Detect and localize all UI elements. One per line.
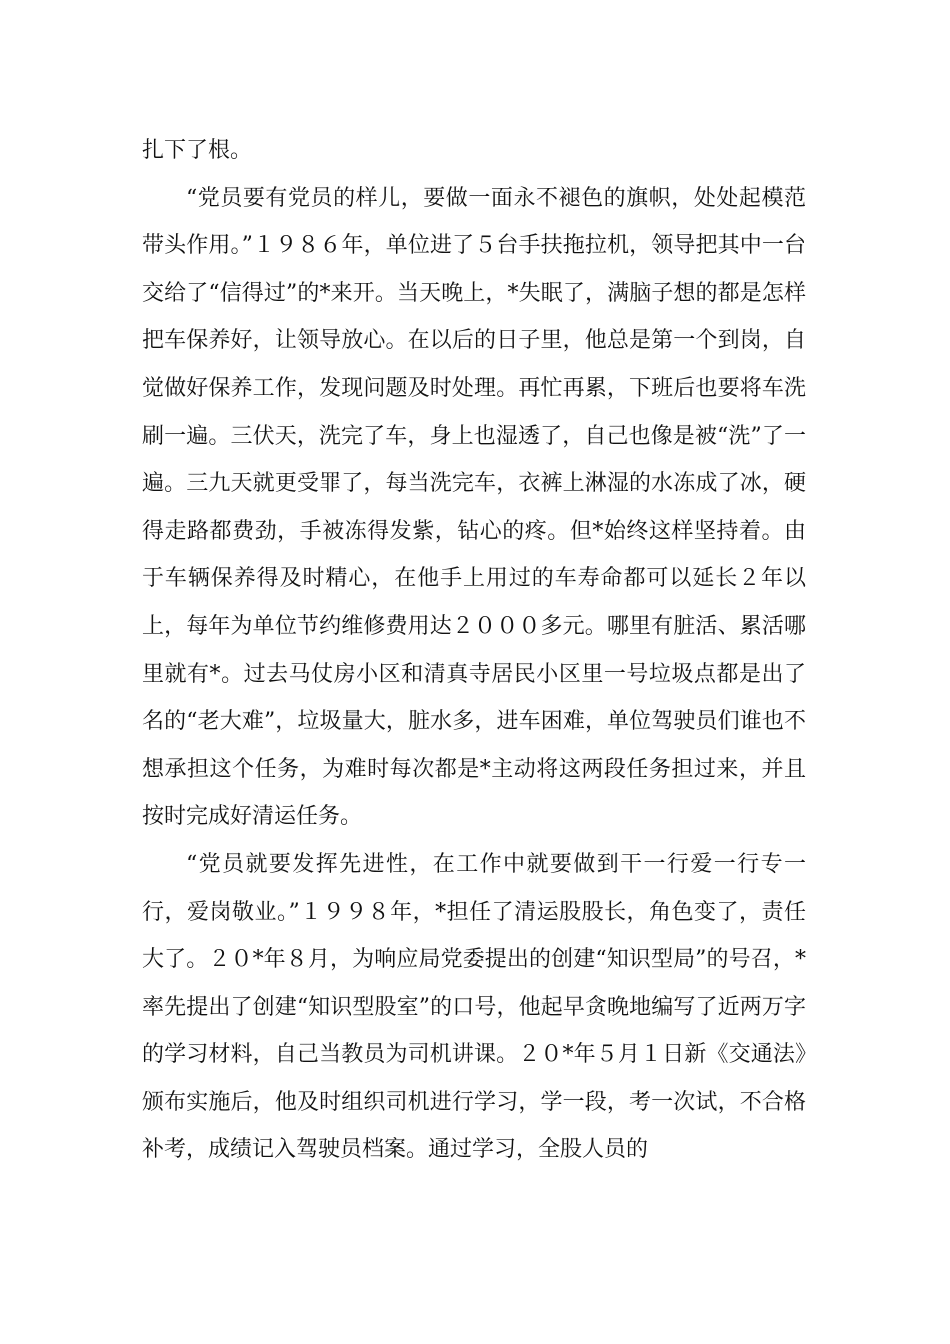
- paragraph-3: “党员就要发挥先进性，在工作中就要做到干一行爱一行专一行，爱岗敬业。”１９９８年，*担任了清运股股长，角色变了，责任大了。２０*年８月，为响应局党委提出的创建“知识型局”的号召，*率先提出了创建“知识型股室”的口号，他起早贪晚地编写了近两万字的学习材料，自己当教员为司机讲课。２０*年５月１日新《交通法》颁布实施后，他及时组织司机进行学习，学一段，考一次试，不合格补考，成绩记入驾驶员档案。通过学习，全股人员的: [142, 851, 806, 1163]
- paragraph-2: “党员要有党员的样儿，要做一面永不褪色的旗帜，处处起模范带头作用。”１９８６年，单位进了５台手扶拖拉机，领导把其中一台交给了“信得过”的*来开。当天晚上，*失眠了，满脑子想的都是怎样把车保养好，让领导放心。在以后的日子里，他总是第一个到岗，自觉做好保养工作，发现问题及时处理。再忙再累，下班后也要将车洗刷一遍。三伏天，洗完了车，身上也湿透了，自己也像是被“洗”了一遍。三九天就更受罪了，每当洗完车，衣裤上淋湿的水冻成了冰，硬得走路都费劲，手被冻得发紫，钻心的疼。但*始终这样坚持着。由于车辆保养得及时精心，在他手上用过的车寿命都可以延长２年以上，每年为单位节约维修费用达２０００多元。哪里有脏活、累活哪里就有*。过去马仗房小区和清真寺居民小区里一号垃圾点都是出了名的“老大难”，垃圾量大，脏水多，进车困难，单位驾驶员们谁也不想承担这个任务，为难时每次都是*主动将这两段任务担过来，并且按时完成好清运任务。: [142, 185, 806, 830]
- paragraph-1: 扎下了根。: [142, 138, 253, 163]
- body-text: [142, 127, 806, 1174]
